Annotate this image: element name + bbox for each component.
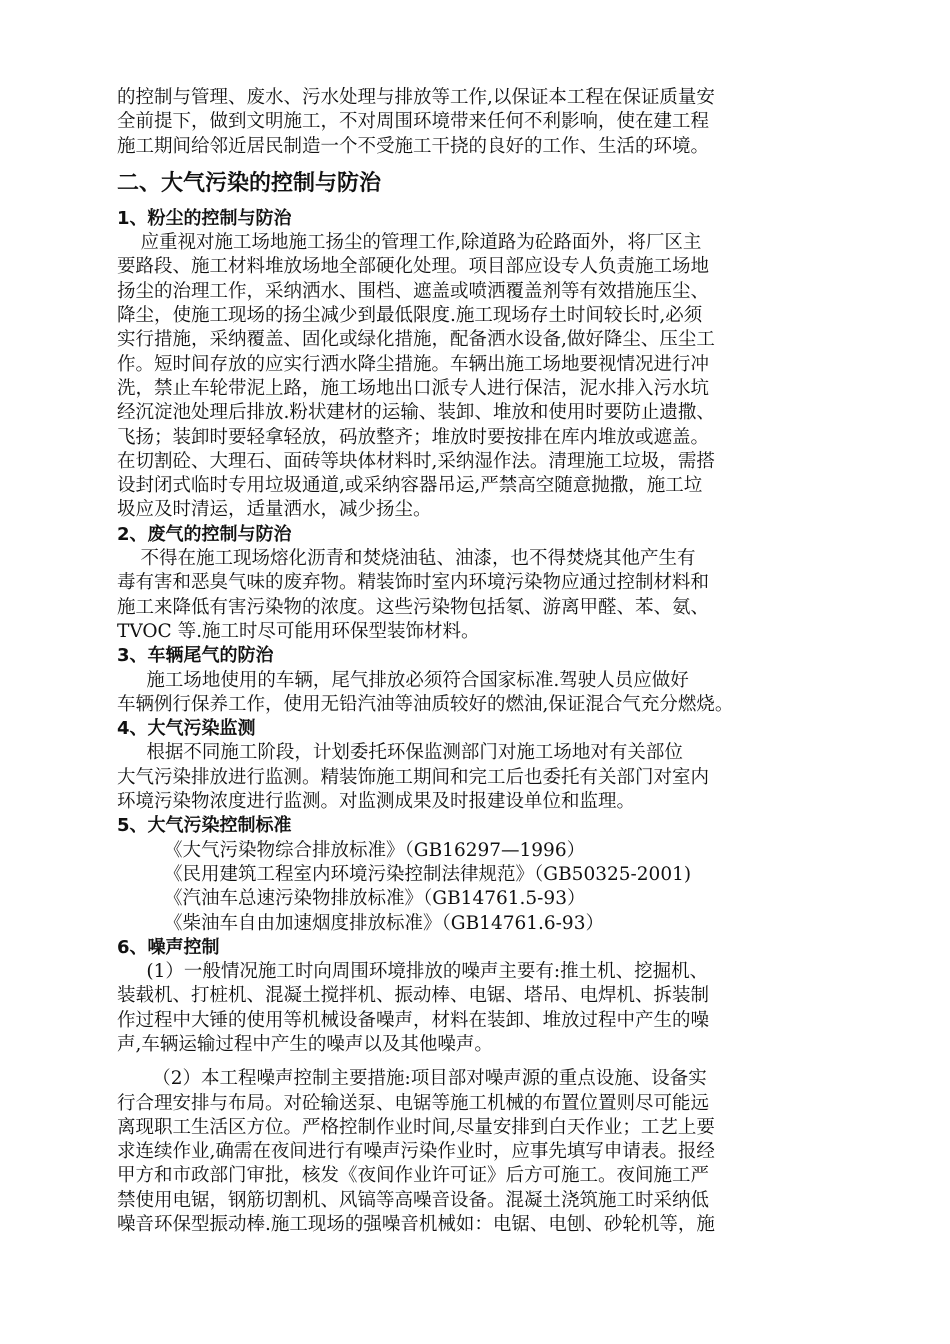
subsection-heading-3: 3、车辆尾气的防治 bbox=[117, 645, 274, 667]
text-line: 作过程中大锤的使用等机械设备噪声，材料在装卸、堆放过程中产生的噪 bbox=[117, 1009, 710, 1031]
subsection-heading-1: 1、粉尘的控制与防治 bbox=[117, 207, 292, 229]
subsection-heading-4: 4、大气污染监测 bbox=[117, 718, 256, 740]
paragraph-exhaust-gas bbox=[117, 547, 852, 644]
standard-item: 《民用建筑工程室内环境污染控制法律规范》（GB50325-2001) bbox=[117, 863, 692, 885]
text-line: 施工期间给邻近居民制造一个不受施工干挠的良好的工作、生活的环境。 bbox=[117, 135, 710, 157]
text-line: 应重视对施工场地施工扬尘的管理工作,除道路为砼路面外，将厂区主 bbox=[117, 232, 702, 254]
text-line: 大气污染排放进行监测。精装饰施工期间和完工后也委托有关部门对室内 bbox=[117, 766, 710, 788]
text-line: 根据不同施工阶段，计划委托环保监测部门对施工场地对有关部位 bbox=[117, 742, 683, 764]
paragraph-air-monitoring bbox=[117, 741, 852, 814]
text-line: 离现职工生活区方位。严格控制作业时间,尽量安排到白天作业；工艺上要 bbox=[117, 1116, 715, 1138]
text-line: 经沉淀池处理后排放.粉状建材的运输、装卸、堆放和使用时要防止遗撒、 bbox=[117, 402, 715, 424]
text-line: 禁使用电锯，钢筋切割机、风镐等高噪音设备。混凝土浇筑施工时采纳低 bbox=[117, 1189, 710, 1211]
standard-item: 《汽油车总速污染物排放标准》（GB14761.5-93） bbox=[117, 888, 586, 910]
paragraph-noise-measures bbox=[117, 1067, 852, 1237]
text-line: (1）一般情况施工时向周围环境排放的噪声主要有:推土机、挖掘机、 bbox=[117, 961, 709, 983]
subsection-heading-6: 6、噪声控制 bbox=[117, 936, 220, 958]
text-line: TVOC 等.施工时尽可能用环保型装饰材料。 bbox=[117, 620, 480, 642]
standards-list bbox=[117, 839, 852, 936]
text-line: 施工来降低有害污染物的浓度。这些污染物包括氡、游离甲醛、苯、氨、 bbox=[117, 596, 710, 618]
text-line: 不得在施工现场熔化沥青和焚烧油毡、油漆，也不得焚烧其他产生有 bbox=[117, 548, 696, 570]
text-line: 施工场地使用的车辆，尾气排放必须符合国家标准.驾驶人员应做好 bbox=[117, 669, 689, 691]
text-line: 圾应及时清运，适量洒水，减少扬尘。 bbox=[117, 499, 432, 521]
paragraph-gap bbox=[117, 1057, 852, 1067]
text-line: 环境污染物浓度进行监测。对监测成果及时报建设单位和监理。 bbox=[117, 791, 636, 813]
text-line: 全前提下，做到文明施工，不对周围环境带来任何不利影响，使在建工程 bbox=[117, 111, 710, 133]
text-line: 甲方和市政部门审批，核发《夜间作业许可证》后方可施工。夜间施工严 bbox=[117, 1165, 710, 1187]
subsection-heading-2: 2、废气的控制与防治 bbox=[117, 523, 292, 545]
text-line: 实行措施，采纳覆盖、固化或绿化措施，配备洒水设备,做好降尘、压尘工 bbox=[117, 329, 715, 351]
text-line: 要路段、施工材料堆放场地全部硬化处理。项目部应设专人负责施工场地 bbox=[117, 256, 710, 278]
intro-paragraph bbox=[117, 86, 852, 159]
text-line: 噪音环保型振动棒.施工现场的强噪音机械如：电锯、电刨、砂轮机等，施 bbox=[117, 1214, 715, 1236]
paragraph-vehicle-exhaust bbox=[117, 669, 852, 718]
text-line: 扬尘的治理工作，采纳洒水、围档、遮盖或喷洒覆盖剂等有效措施压尘、 bbox=[117, 280, 710, 302]
text-line: 降尘，使施工现场的扬尘减少到最低限度.施工现场存土时间较长时,必须 bbox=[117, 305, 703, 327]
text-line: 飞扬；装卸时要轻拿轻放，码放整齐；堆放时要按排在库内堆放或遮盖。 bbox=[117, 426, 710, 448]
text-line: 在切割砼、大理石、面砖等块体材料时,采纳湿作法。清理施工垃圾，需搭 bbox=[117, 450, 715, 472]
text-line: 求连续作业,确需在夜间进行有噪声污染作业时，应事先填写申请表。报经 bbox=[117, 1141, 715, 1163]
document-page bbox=[117, 86, 852, 1237]
text-line: 声,车辆运输过程中产生的噪声以及其他噪声。 bbox=[117, 1033, 493, 1055]
text-line: 作。短时间存放的应实行洒水降尘措施。车辆出施工场地要视情况进行冲 bbox=[117, 353, 710, 375]
text-line: 毒有害和恶臭气味的废弃物。精装饰时室内环境污染物应通过控制材料和 bbox=[117, 572, 710, 594]
text-line: 的控制与管理、废水、污水处理与排放等工作,以保证本工程在保证质量安 bbox=[117, 87, 715, 108]
text-line: 行合理安排与布局。对砼输送泵、电锯等施工机械的布置位置则尽可能远 bbox=[117, 1092, 710, 1114]
paragraph-dust-control bbox=[117, 231, 852, 523]
text-line: 设封闭式临时专用垃圾通道,或采纳容器吊运,严禁高空随意抛撒，施工垃 bbox=[117, 475, 703, 497]
text-line: 洗，禁止车轮带泥上路，施工场地出口派专人进行保洁，泥水排入污水坑 bbox=[117, 377, 710, 399]
standard-item: 《大气污染物综合排放标准》（GB16297—1996） bbox=[117, 839, 586, 861]
standard-item: 《柴油车自由加速烟度排放标准》（GB14761.6-93） bbox=[117, 912, 604, 934]
subsection-heading-5: 5、大气污染控制标准 bbox=[117, 815, 292, 837]
paragraph-noise-sources bbox=[117, 960, 852, 1057]
section-title: 二、大气污染的控制与防治 bbox=[117, 170, 382, 196]
text-line: 装载机、打桩机、混凝土搅拌机、振动棒、电锯、塔吊、电焊机、拆装制 bbox=[117, 985, 710, 1007]
text-line: （2）本工程噪声控制主要措施:项目部对噪声源的重点设施、设备实 bbox=[117, 1068, 707, 1090]
text-line: 车辆例行保养工作，使用无铅汽油等油质较好的燃油,保证混合气充分燃烧。 bbox=[117, 693, 734, 715]
